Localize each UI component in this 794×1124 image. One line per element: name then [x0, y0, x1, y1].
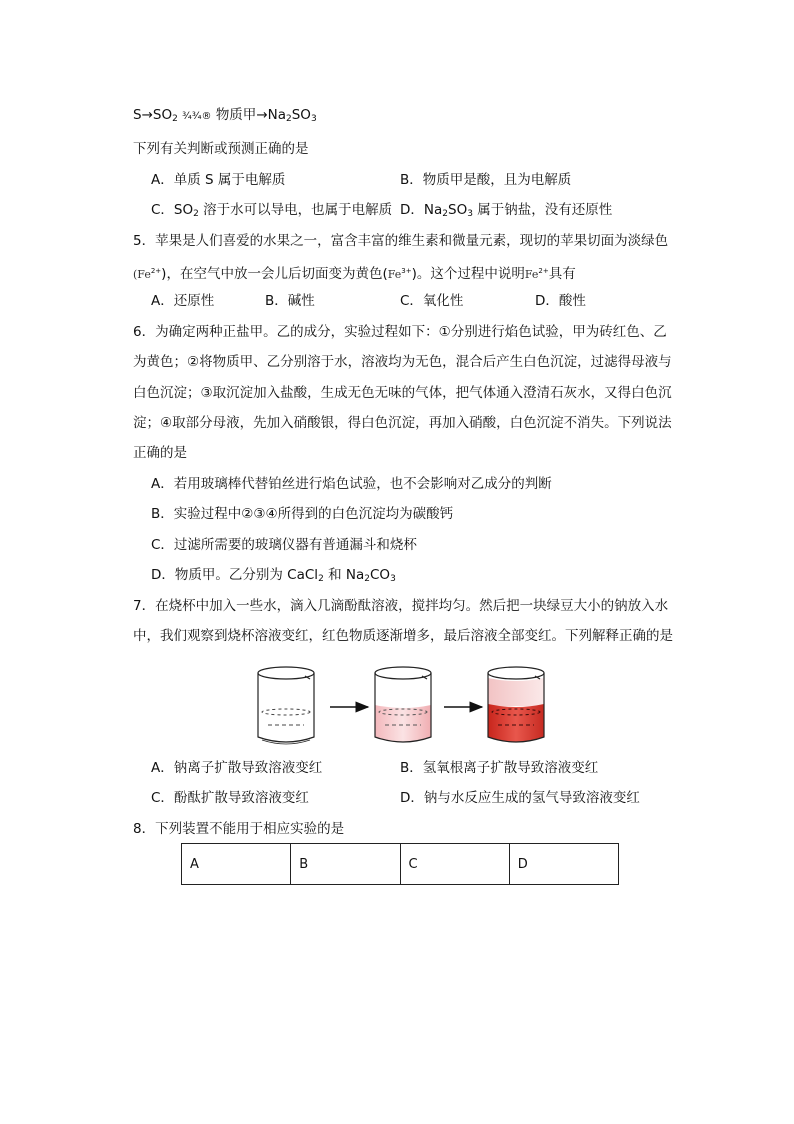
q7-option-d: D．钠与水反应生成的氢气导致溶液变红 [400, 790, 640, 806]
q5-option-c: C．氧化性 [400, 293, 464, 309]
q4-option-c: C．$SO_2$ 溶于水可以导电，也属于电解质 [151, 202, 393, 219]
q5-option-a: A．还原性 [151, 293, 215, 309]
beaker-2 [375, 667, 431, 742]
q5-line-2: $(Fe^{2+})$，在空气中放一会儿后切面变为黄色$(Fe^{3+})$。这个过程中说明$Fe^{2+}$具有 [133, 266, 576, 282]
q7-line-1: 7．在烧杯中加入一些水，滴入几滴酚酞溶液，搅拌均匀。然后把一块绿豆大小的钠放入水 [133, 598, 669, 614]
q7-option-b: B．氢氧根离子扩散导致溶液变红 [400, 760, 599, 776]
q6-option-c: C．过滤所需要的玻璃仪器有普通漏斗和烧杯 [151, 537, 417, 553]
beaker-1 [258, 667, 314, 744]
q6-line-1: 6．为确定两种正盐甲。乙的成分，实验过程如下：①分别进行焰色试验，甲为砖红色、乙 [133, 324, 667, 340]
q5-option-b: B．碱性 [265, 293, 315, 309]
reaction-line: $S\to SO_2$ ¾¾® 物质甲$\to Na_2SO_3$ [133, 107, 317, 124]
q7-option-a: A．钠离子扩散导致溶液变红 [151, 760, 323, 776]
table-cell-c: C [400, 844, 509, 885]
table-cell-a: A [182, 844, 291, 885]
q8-answer-table [181, 843, 619, 885]
q6-option-b: B．实验过程中②③④所得到的白色沉淀均为碳酸钙 [151, 506, 454, 522]
q6-option-a: A．若用玻璃棒代替铂丝进行焰色试验，也不会影响对乙成分的判断 [151, 476, 552, 492]
q7-option-c: C．酚酞扩散导致溶液变红 [151, 790, 309, 806]
q4-option-d: D．$Na_2SO_3$ 属于钠盐，没有还原性 [400, 202, 613, 219]
table-cell-b: B [291, 844, 400, 885]
q6-option-d: D．物质甲。乙分别为 CaCl$_2$ 和 $Na_2CO_3$ [151, 567, 396, 584]
q5-option-d: D．酸性 [535, 293, 586, 309]
beaker-3 [488, 667, 544, 742]
q6-line-4: 淀；④取部分母液，先加入硝酸银，得白色沉淀，再加入硝酸，白色沉淀不消失。下列说法 [133, 415, 672, 431]
q5-line-1: 5．苹果是人们喜爱的水果之一，富含丰富的维生素和微量元素，现切的苹果切面为淡绿色 [133, 233, 669, 249]
q6-line-2: 为黄色；②将物质甲、乙分别溶于水，溶液均为无色，混合后产生白色沉淀，过滤得母液与 [133, 354, 672, 370]
q4-option-a: A．单质 S 属于电解质 [151, 172, 286, 188]
q7-line-2: 中，我们观察到烧杯溶液变红，红色物质逐渐增多，最后溶液全部变红。下列解释正确的是 [133, 628, 673, 644]
q8-stem: 8．下列装置不能用于相应实验的是 [133, 821, 345, 837]
table-row [182, 844, 619, 885]
table-cell-d: D [509, 844, 618, 885]
q4-stem: 下列有关判断或预测正确的是 [133, 141, 309, 157]
q6-line-3: 白色沉淀；③取沉淀加入盐酸，生成无色无味的气体，把气体通入澄清石灰水，又得白色沉 [133, 385, 672, 401]
q6-line-5: 正确的是 [133, 445, 187, 461]
q4-option-b: B．物质甲是酸，且为电解质 [400, 172, 572, 188]
